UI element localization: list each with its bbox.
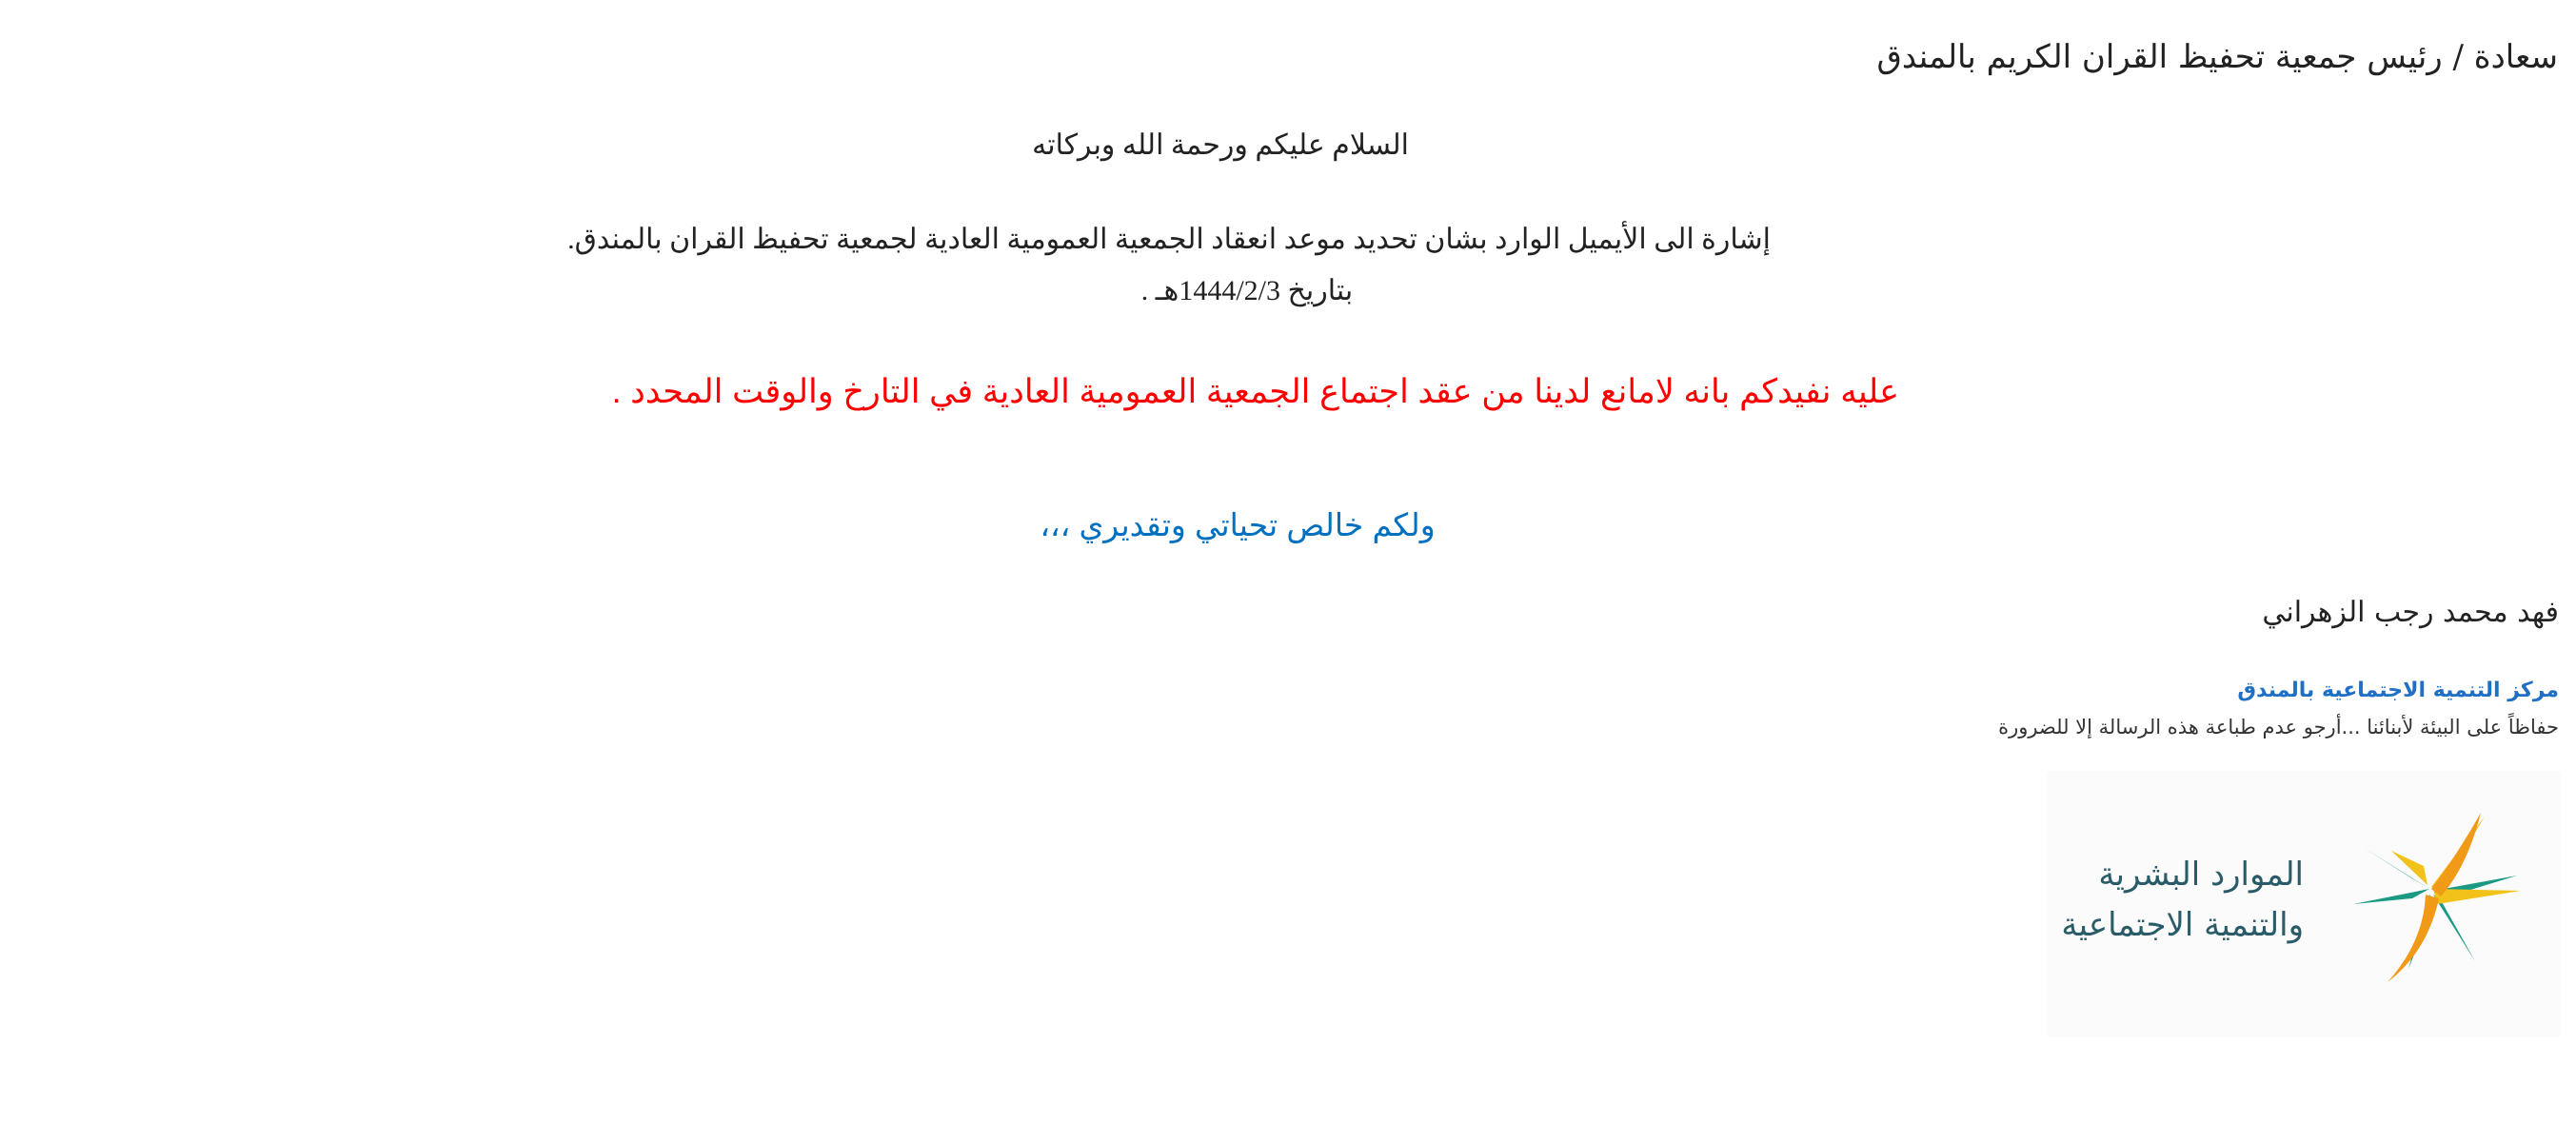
greeting-line: السلام عليكم ورحمة الله وبركاته	[1032, 129, 1409, 161]
logo-text-line1: الموارد البشرية	[2098, 856, 2304, 894]
ministry-logo	[2047, 771, 2561, 1037]
signature-name: فهد محمد رجب الزهراني	[2262, 596, 2559, 629]
environment-note: حفاظاً على البيئة لأبنائنا ...أرجو عدم طباعة هذه الرسالة إلا للضرورة	[1998, 716, 2559, 738]
reference-line: إشارة الى الأيميل الوارد بشان تحديد موعد انعقاد الجمعية العمومية العادية لجمعية تحفيظ القران بالمندق.	[567, 224, 1771, 255]
salutation-line: سعادة / رئيس جمعية تحفيظ القران الكريم بالمندق	[1876, 38, 2558, 76]
closing-line: ولكم خالص تحياتي وتقديري ،،،	[1040, 507, 1436, 542]
approval-notice: عليه نفيدكم بانه لامانع لدينا من عقد اجتماع الجمعية العمومية العادية في التارخ والوقت المحدد .	[611, 373, 1899, 410]
ministry-star-icon	[2315, 801, 2544, 988]
signature-organization: مركز التنمية الاجتماعية بالمندق	[2237, 679, 2559, 702]
logo-text-line2: والتنمية الاجتماعية	[2061, 906, 2304, 944]
reference-date-line: بتاريخ 1444/2/3هـ .	[1140, 275, 1354, 306]
